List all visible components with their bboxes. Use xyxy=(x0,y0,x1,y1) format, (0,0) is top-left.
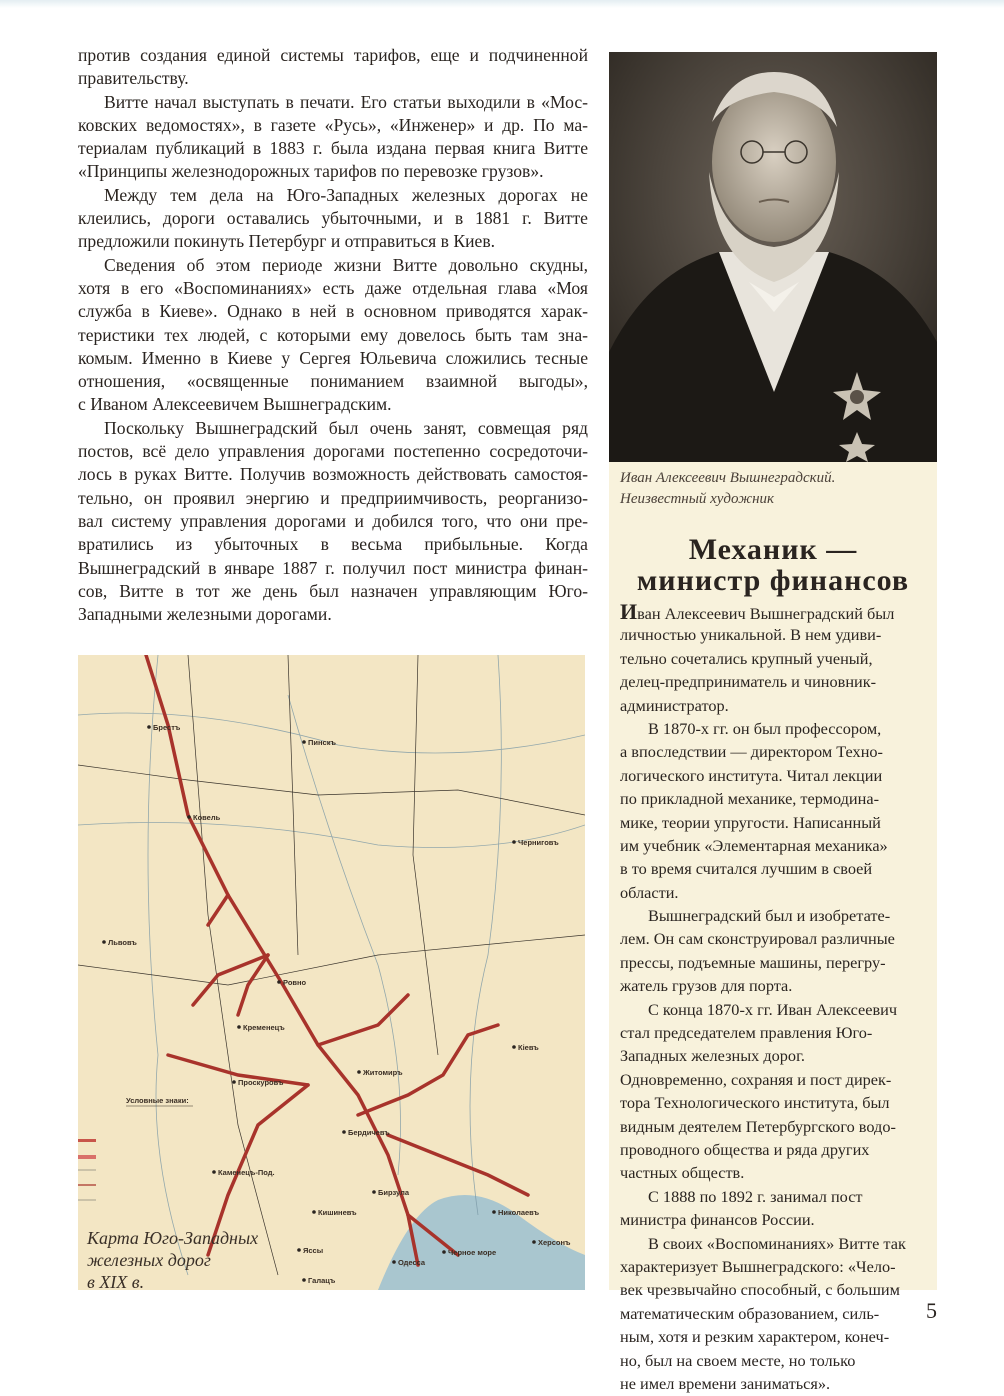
sidebar-line: видным деятелем Петербургского водо- xyxy=(620,1116,896,1136)
text-line: Сведения об этом периоде жизни Витте довольно скудны, xyxy=(104,254,588,275)
city-marker xyxy=(392,1260,396,1264)
place-label: Бирзула xyxy=(378,1188,410,1197)
page-number: 5 xyxy=(926,1298,937,1323)
place-label: Пинскъ xyxy=(308,738,336,747)
place-label: Кіевъ xyxy=(518,1043,539,1052)
sidebar-line: тора Технологического института, был xyxy=(620,1093,890,1113)
text-line: Западными железными дорогами. xyxy=(78,604,332,625)
sidebar-heading xyxy=(609,534,937,596)
city-marker xyxy=(342,1130,346,1134)
sidebar-line: по прикладной механике, термодина- xyxy=(620,789,880,809)
sidebar-line: не имел времени заниматься». xyxy=(620,1373,831,1393)
sidebar-line: личностью уникальной. В нем удиви- xyxy=(620,625,882,645)
place-label: Львовъ xyxy=(108,938,137,947)
city-marker xyxy=(372,1190,376,1194)
place-label: Херсонъ xyxy=(538,1238,571,1247)
sidebar-line: Западных железных дорог. xyxy=(620,1046,805,1066)
sidebar-line: С 1888 по 1892 г. занимал пост xyxy=(648,1186,863,1206)
place-label: Бердичевъ xyxy=(348,1128,390,1137)
place-label: Черное море xyxy=(448,1248,497,1257)
sidebar-line: мике, теории упругости. Написанный xyxy=(620,812,881,832)
sidebar-line: министра финансов России. xyxy=(620,1210,815,1230)
text-line: Витте начал выступать в печати. Его статьи выходили в «Мос- xyxy=(104,91,588,112)
text-line: предложили покинуть Петербург и отправиться в Киев. xyxy=(78,231,496,252)
city-marker xyxy=(232,1080,236,1084)
map-caption-line: Карта Юго-Западных xyxy=(87,1228,259,1248)
heading-line: министр финансов xyxy=(636,564,910,597)
sidebar-line-text: ван Алексеевич Вышнеградский был xyxy=(637,604,895,623)
place-label: Брестъ xyxy=(153,723,181,732)
text-line: териалам публикаций в 1883 г. была издана первая книга Витте xyxy=(78,138,588,159)
text-line: «Принципы железнодорожных тарифов по перевозке грузов». xyxy=(78,161,544,182)
city-marker xyxy=(147,725,151,729)
map-caption-line: в XIX в. xyxy=(87,1272,145,1290)
text-line: с Иваном Алексеевичем Вышнеградским. xyxy=(78,394,392,415)
place-label: Николаевъ xyxy=(498,1208,540,1217)
sidebar-line: стал председателем правления Юго- xyxy=(620,1023,873,1043)
sidebar-line: лем. Он сам сконструировал различные xyxy=(620,929,895,949)
sidebar-line: логического института. Читал лекции xyxy=(620,765,883,785)
city-marker xyxy=(187,815,191,819)
sidebar-line: ным, хотя и резким характером, конеч- xyxy=(620,1327,890,1347)
sidebar-line: а впоследствии — директором Техно- xyxy=(620,742,883,762)
text-line: сов, Витте в тот же день был назначен управляющим Юго- xyxy=(78,580,588,601)
city-marker xyxy=(237,1025,241,1029)
text-line: постов, всё дело управления дорогами постепенно сосредоточи- xyxy=(78,441,588,462)
main-text-column xyxy=(78,44,588,626)
sidebar-line: администратор. xyxy=(620,695,729,715)
dropcap: И xyxy=(620,599,638,624)
portrait-image xyxy=(609,52,937,462)
portrait-caption xyxy=(620,468,835,510)
sidebar-line: проводного общества и ряда других xyxy=(620,1139,870,1159)
city-marker xyxy=(302,740,306,744)
sidebar-line: В 1870-х гг. он был профессором, xyxy=(648,718,882,738)
text-line: против создания единой системы тарифов, еще и подчиненной xyxy=(78,45,588,65)
sidebar-line: частных обществ. xyxy=(620,1163,745,1183)
place-label: Черниговъ xyxy=(518,838,559,847)
sidebar-line: прессы, подъемные машины, перегру- xyxy=(620,952,886,972)
text-line: вратились из убыточных в весьма прибыльные. Когда xyxy=(78,534,588,555)
sidebar-line: С конца 1870-х гг. Иван Алексеевич xyxy=(648,999,898,1019)
place-label: Кременецъ xyxy=(243,1023,285,1032)
place-label: Проскуровъ xyxy=(238,1078,284,1087)
city-marker xyxy=(312,1210,316,1214)
sidebar-line: жатель грузов для порта. xyxy=(620,976,793,996)
text-line: лось в руках Витте. Получив возможность действовать самостоя- xyxy=(78,464,588,485)
city-marker xyxy=(302,1278,306,1282)
text-line: теристики тех людей, с которыми ему довелось быть там зна- xyxy=(78,324,588,345)
text-line: отношения, «освященные пониманием взаимной выгоды», xyxy=(78,371,588,392)
railway-map xyxy=(78,655,585,1290)
place-label: Одесса xyxy=(398,1258,426,1267)
caption-line: Иван Алексеевич Вышнеградский. xyxy=(620,470,836,486)
city-marker xyxy=(492,1210,496,1214)
heading-line: Механик — xyxy=(688,533,858,566)
portrait-illustration xyxy=(609,52,937,462)
sidebar-line: им учебник «Элементарная механика» xyxy=(620,835,888,855)
text-line: служба в Киеве». Однако в ней в основном приводятся харак- xyxy=(78,301,588,322)
caption-line: Неизвестный художник xyxy=(620,491,775,507)
sidebar-line: характеризует Вышнеградского: «Чело- xyxy=(620,1256,896,1276)
city-marker xyxy=(357,1070,361,1074)
place-label: Галацъ xyxy=(308,1276,336,1285)
place-label: Кишиневъ xyxy=(318,1208,357,1217)
place-label: Яссы xyxy=(303,1246,324,1255)
place-label: Житомиръ xyxy=(363,1068,403,1077)
text-line: ковских ведомостях», в газете «Русь», «Инженер» и др. По ма- xyxy=(78,114,588,135)
text-line: вал систему управления дорогами и добился того, что они пре- xyxy=(78,510,588,531)
text-line: Между тем дела на Юго-Западных железных дорогах не xyxy=(104,184,588,205)
text-line: Вышнеградский в январе 1887 г. получил пост министра финан- xyxy=(78,557,588,578)
sidebar-line: но, был на своем месте, но только xyxy=(620,1350,856,1370)
map-illustration xyxy=(78,655,585,1290)
sidebar-line: в то время считался лучшим в своей xyxy=(620,859,873,879)
sidebar-line: области. xyxy=(620,882,679,902)
city-marker xyxy=(512,1045,516,1049)
city-marker xyxy=(277,980,281,984)
place-label: Ровно xyxy=(283,978,307,987)
sidebar-line: В своих «Воспоминаниях» Витте так xyxy=(648,1233,906,1253)
city-marker xyxy=(532,1240,536,1244)
text-line: клеились, дороги оставались убыточными, и в 1881 г. Витте xyxy=(78,208,588,229)
sidebar-line: делец-предприниматель и чиновник- xyxy=(620,672,877,692)
place-label: Каменецъ-Под. xyxy=(218,1168,275,1177)
city-marker xyxy=(442,1250,446,1254)
sidebar-text xyxy=(620,600,930,1395)
top-edge xyxy=(0,0,1004,8)
sidebar-line: век чрезвычайно способный, с большим xyxy=(620,1280,900,1300)
sidebar-line: Одновременно, сохраняя и пост дирек- xyxy=(620,1069,892,1089)
map-caption-line: железных дорог xyxy=(87,1250,211,1270)
text-line: хотя в его «Воспоминаниях» есть даже отдельная глава «Моя xyxy=(78,277,588,298)
text-line: правительству. xyxy=(78,68,189,89)
sidebar-line: математическим образованием, силь- xyxy=(620,1303,880,1323)
sidebar-line xyxy=(620,600,930,623)
text-line: Поскольку Вышнеградский был очень занят, совмещая ряд xyxy=(104,417,588,438)
city-marker xyxy=(212,1170,216,1174)
city-marker xyxy=(297,1248,301,1252)
sidebar-line: тельно сочетались крупный ученый, xyxy=(620,648,873,668)
city-marker xyxy=(512,840,516,844)
sidebar-line: Вышнеградский был и изобретате- xyxy=(648,906,891,926)
place-label: Ковель xyxy=(193,813,221,822)
text-line: комым. Именно в Киеве у Сергея Юльевича сложились тесные xyxy=(78,347,588,368)
text-line: тельно, он проявил энергию и предприимчивость, реорганизо- xyxy=(78,487,588,508)
legend-title: Условные знаки: xyxy=(126,1096,189,1105)
map-caption xyxy=(87,1227,258,1290)
city-marker xyxy=(102,940,106,944)
